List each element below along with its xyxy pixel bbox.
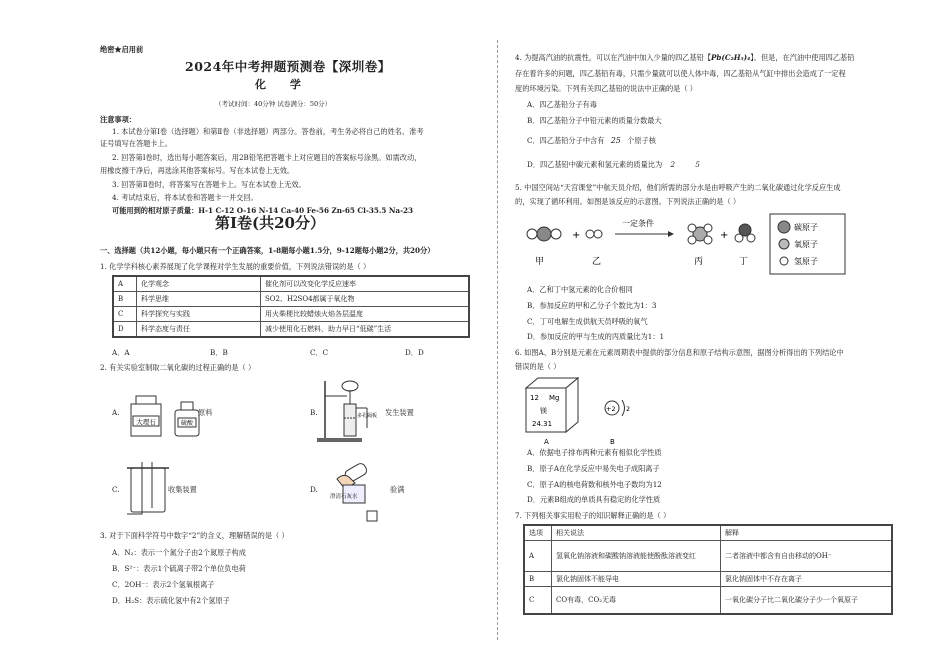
q3-option-b: B．S²⁻：表示1个硫离子带2个单位负电荷 <box>112 564 246 573</box>
q3-stem: 3. 对于下面科学符号中数字“2”的含义，理解错误的是（ ） <box>100 531 289 540</box>
legend-hydrogen: 氢原子 <box>794 257 818 266</box>
q4-option-d <box>527 160 700 170</box>
generator-icon <box>342 381 367 436</box>
note-2a: 2. 回答第Ⅰ卷时，选出每小题答案后，用2B铅笔把答题卡上对应题目的答案标号涂黑。如需改动， <box>112 153 422 162</box>
subject-title: 化 学 <box>255 78 311 91</box>
table-cell: 科学探究与实践 <box>137 307 261 322</box>
acid-bottle-icon <box>175 402 199 436</box>
cell-name: 镁 <box>540 407 547 415</box>
q5-reaction-diagram <box>520 212 850 278</box>
table-cell: 化学观念 <box>137 276 261 292</box>
table-row <box>113 307 469 322</box>
q5-stem-line2: 的，实现了循环利用。如图是该反应的示意图。下列说法正确的是（ ） <box>515 197 741 206</box>
table-cell: B <box>113 292 137 307</box>
table-row <box>113 276 469 292</box>
label-bing: 丙 <box>694 257 704 267</box>
q4-ratio-2: 5 <box>695 160 700 169</box>
table-cell: 催化剂可以改变化学反应速率 <box>261 276 470 292</box>
q4-option-b: B．四乙基铅分子中铅元素的质量分数最大 <box>527 116 662 125</box>
q6-stem-line1: 6. 如图A、B分别是元素在元素周期表中提供的部分信息和原子结构示意图，据图分析得出的下列结论中 <box>515 348 844 357</box>
note-2b: 用橡皮擦干净后，再选涂其他答案标号。写在本试卷上无效。 <box>100 166 295 175</box>
q2-label-b: B. <box>310 408 318 417</box>
note-3: 3. 回答第Ⅱ卷时，将答案写在答题卡上。写在本试卷上无效。 <box>112 180 306 189</box>
q6-stem-line2: 错误的是（ ） <box>515 362 561 371</box>
atom-structure <box>605 400 630 416</box>
cell-number: 12 <box>530 394 539 402</box>
q4-stem-a: 4. 为提高汽油的抗震性，可以在汽油中加入少量的四乙基铅【 <box>515 53 712 62</box>
note-1b: 证号填写在答题卡上。 <box>100 139 172 148</box>
q2-desc-d: 验满 <box>390 485 405 494</box>
label-jia: 甲 <box>535 257 545 267</box>
oxygen-atom-icon <box>779 239 789 249</box>
label-yi: 乙 <box>592 257 602 267</box>
table-cell: C <box>524 587 552 615</box>
q7-table <box>523 524 893 615</box>
exam-info: （考试时间：40分钟 试卷满分：50分） <box>215 100 332 108</box>
q4-option-c-tail: 个原子核 <box>627 136 656 145</box>
plus-sign: + <box>720 230 729 241</box>
q6-option-c: C．原子A的核电荷数和核外电子数均为12 <box>527 480 662 489</box>
q5-stem-line1: 5. 中国空间站“天宫课堂”中航天员介绍，他们所需的部分水是由呼吸产生的二氧化碳通过化学反应生成 <box>515 183 841 192</box>
table-header: 选项 <box>524 525 552 541</box>
q2-desc-a: 原料 <box>198 408 213 417</box>
q2-label-c: C. <box>112 485 120 494</box>
q5-option-c: C．丁可电解生成供航天员呼吸的氧气 <box>527 317 648 326</box>
hydrogen-atom-icon <box>780 257 788 265</box>
q4-option-c-text: C．四乙基铅分子中含有 <box>527 136 605 145</box>
q1-option-c: C．C <box>310 348 329 357</box>
q2-label-d: D. <box>310 485 318 494</box>
table-cell: 科学态度与责任 <box>137 322 261 338</box>
periodic-cell <box>526 378 578 432</box>
legend-oxygen: 氧原子 <box>794 240 818 249</box>
table-cell: 一氧化碳分子比二氧化碳分子少一个氧原子 <box>721 587 893 615</box>
table-row <box>524 572 892 587</box>
q4-option-d-text: D．四乙基铅中碳元素和氢元素的质量比为 <box>527 160 663 169</box>
q4-option-a: A．四乙基铅分子有毒 <box>527 100 597 109</box>
q4-formula: Pb(C₂H₅)₄ <box>711 53 751 62</box>
q2-label-a: A. <box>112 408 120 417</box>
q1-option-a: A．A <box>112 348 130 357</box>
table-row <box>113 292 469 307</box>
table-cell: 减少使用化石燃料，助力早日“低碳”生活 <box>261 322 470 338</box>
plus-sign: + <box>572 230 581 241</box>
q1-table <box>112 275 470 338</box>
q4-stem-line2: 存在着许多的问题，四乙基铅有毒，只需少量就可以使人体中毒，四乙基铅从气缸中排出会造成了一定程 <box>515 69 846 78</box>
cell-symbol: Mg <box>549 394 560 402</box>
molecule-bing <box>688 224 712 244</box>
q2-part-b: 多孔隔板 <box>357 413 378 419</box>
q3-option-a: A．N₂：表示一个氮分子由2个氮原子构成 <box>112 548 246 557</box>
table-cell: 用火柴梗比较蜡烛火焰各层温度 <box>261 307 470 322</box>
table-cell: B <box>524 572 552 587</box>
q1-stem: 1. 化学学科核心素养展现了化学课程对学生发展的重要价值，下列说法错误的是（ ） <box>100 262 371 271</box>
table-row <box>524 587 892 615</box>
page-title: 2024年中考押题预测卷【深圳卷】 <box>185 59 391 74</box>
cell-mass: 24.31 <box>532 420 553 428</box>
marble-bottle-icon <box>131 396 161 436</box>
table-header-row <box>524 525 892 541</box>
q2-fig-b <box>315 376 395 446</box>
table-header: 解释 <box>721 525 893 541</box>
table-cell: 二者溶液中都含有自由移动的OH⁻ <box>721 541 893 572</box>
table-cell: 科学思维 <box>137 292 261 307</box>
q1-option-d: D．D <box>405 348 424 357</box>
fig-label-a: A <box>544 438 549 446</box>
table-cell: C <box>113 307 137 322</box>
reaction-condition: 一定条件 <box>622 219 654 228</box>
table-header: 相关说法 <box>552 525 721 541</box>
column-divider <box>497 40 498 640</box>
q1-option-b: B．B <box>210 348 228 357</box>
table-cell: CO有毒，CO₂无毒 <box>552 587 721 615</box>
q6-figure <box>520 374 660 446</box>
molecule-yi <box>586 230 602 238</box>
table-cell: 氯化钠固体不能导电 <box>552 572 721 587</box>
molecule-ding <box>735 224 755 242</box>
carbon-atom-icon <box>778 221 790 233</box>
part1-instruction: 一、选择题（共12小题，每小题只有一个正确答案，1-8题每小题1.5分，9-12题每小题2分，共20分） <box>100 246 435 255</box>
label-ding: 丁 <box>739 257 749 267</box>
q4-option-c-number: 25 <box>610 136 621 145</box>
arrow-head-icon <box>668 231 674 237</box>
gas-bottle-icon <box>127 462 169 514</box>
shell-electrons: 2 <box>626 405 631 413</box>
q2-desc-c: 收集装置 <box>168 485 197 494</box>
q4-ratio-1: 2 <box>670 160 676 169</box>
part1-title: 第Ⅰ卷(共20分） <box>215 214 325 232</box>
secret-label: 绝密★启用前 <box>100 45 144 54</box>
q7-stem: 7. 下列相关事实用粒子的知识解释正确的是（ ） <box>515 511 671 520</box>
notes-heading: 注意事项： <box>100 115 136 124</box>
q2-desc-b: 发生装置 <box>385 408 414 417</box>
limewater-cup-icon <box>343 485 377 521</box>
q6-option-a: A．依据电子排布两种元素有相似化学性质 <box>527 448 662 457</box>
q2-fig-a <box>125 390 205 440</box>
table-cell: 氯化钠固体中不存在离子 <box>721 572 893 587</box>
legend <box>770 214 845 274</box>
bottle-label-marble: 大理石 <box>136 418 156 426</box>
q6-option-d: D．元素B组成的单质具有稳定的化学性质 <box>527 495 661 504</box>
q5-option-d: D．参加反应的甲与生成的丙质量比为1：1 <box>527 332 665 341</box>
molecule-jia <box>527 227 561 241</box>
q2-stem: 2. 有关实验室制取二氧化碳的过程正确的是（ ） <box>100 363 256 372</box>
legend-carbon: 碳原子 <box>794 223 818 232</box>
q4-option-c <box>527 136 656 146</box>
q4-stem-line1 <box>515 53 854 63</box>
q2-part-d: 澄清石灰水 <box>330 494 358 500</box>
q5-option-a: A．乙和丁中氢元素的化合价相同 <box>527 285 633 294</box>
nucleus-charge: +2 <box>606 405 616 413</box>
table-row <box>113 322 469 338</box>
table-cell: A <box>113 276 137 292</box>
table-cell: SO2、H2SO4都属于氧化物 <box>261 292 470 307</box>
q4-stem-b: 】。但是，在汽油中使用四乙基铅 <box>750 53 855 62</box>
q3-option-d: D．H₂S：表示硫化氢中有2个氢原子 <box>112 596 230 605</box>
q3-option-c: C．2OH⁻：表示2个氢氧根离子 <box>112 580 215 589</box>
atomic-masses: 可能用到的相对原子质量：H-1 C-12 O-16 N-14 Ca-40 Fe-56 Zn-65 Cl-35.5 Na-23 <box>112 206 414 215</box>
table-row <box>524 541 892 572</box>
note-4: 4. 考试结束后，将本试卷和答题卡一并交回。 <box>112 193 258 202</box>
q4-stem-line3: 度的环境污染。下列有关四乙基铅的说法中正确的是（ ） <box>515 84 697 93</box>
table-cell: A <box>524 541 552 572</box>
q6-option-b: B．原子A在化学反应中易失电子成阳离子 <box>527 464 660 473</box>
table-cell: 氢氧化钠溶液和碳酸钠溶液能使酚酞溶液变红 <box>552 541 721 572</box>
q5-option-b: B．参加反应的甲和乙分子个数比为1：3 <box>527 301 657 310</box>
fig-label-b: B <box>610 438 615 446</box>
table-cell: D <box>113 322 137 338</box>
note-1a: 1. 本试卷分第Ⅰ卷（选择题）和第Ⅱ卷（非选择题）两部分。答卷前，考生务必将自己的姓名、准考 <box>112 127 424 136</box>
bottle-label-acid: 硫酸 <box>180 420 194 427</box>
